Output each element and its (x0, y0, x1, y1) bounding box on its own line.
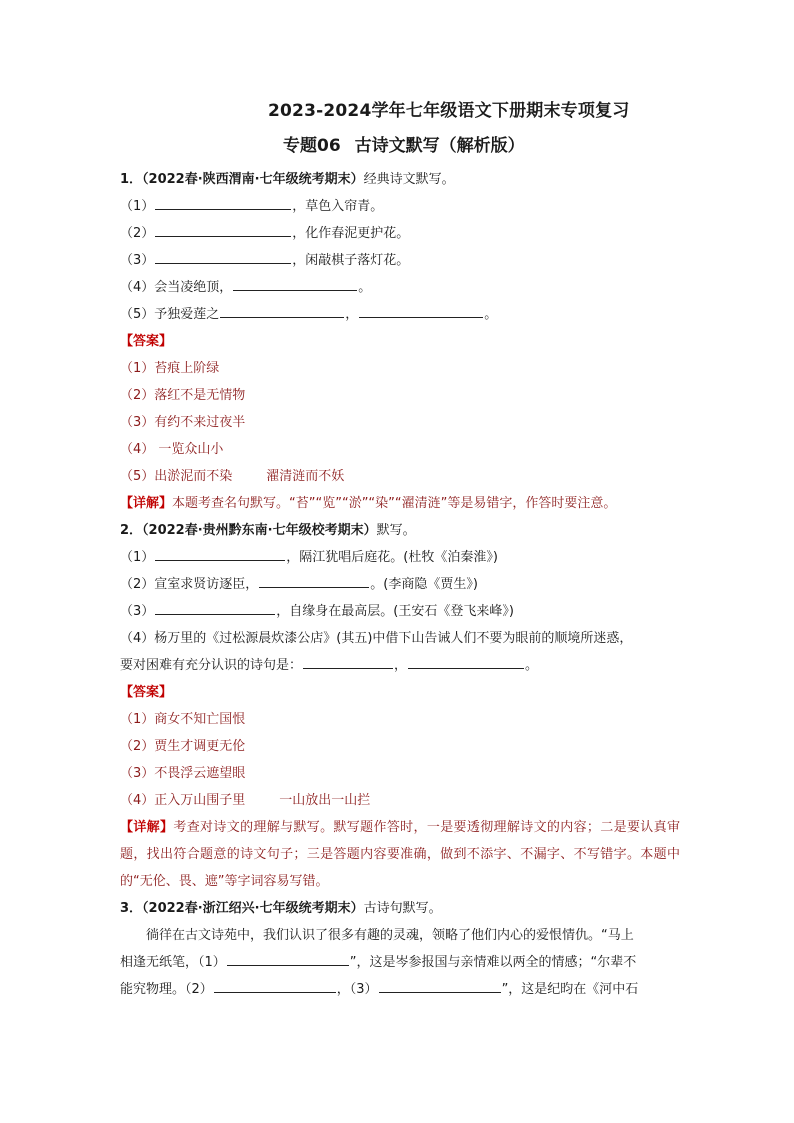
question-2-item-1: （1） ，隔江犹唱后庭花。(杜牧《泊秦淮》) (120, 544, 680, 571)
question-2-answer-label: 【答案】 (120, 685, 173, 700)
question-2-item-3: （3） ，自缘身在最高层。(王安石《登飞来峰》) (120, 598, 680, 625)
answer-blank[interactable] (408, 654, 524, 669)
answer-blank[interactable] (155, 249, 291, 264)
question-2-answer-2: （2）贾生才调更无伦 (120, 739, 246, 754)
question-2-detail: 【详解】考查对诗文的理解与默写。默写题作答时，一是要透彻理解诗文的内容；二是要认真审题，找出符合题意的诗文句子；三是答题内容要准确，做到不添字、不漏字、不写错字。本题中的“无伦、畏、遮”等字词容易写错。 (120, 820, 680, 889)
answer-blank[interactable] (155, 600, 275, 615)
subtitle-topic-name: 古诗文默写（解析版） (354, 136, 525, 156)
question-2-answer-4: （4）正入万山围子里 一山放出一山拦 (120, 793, 371, 808)
question-1-item-3: （3） ，闲敲棋子落灯花。 (120, 247, 680, 274)
question-1-item-2: （2） ，化作春泥更护花。 (120, 220, 680, 247)
answer-blank[interactable] (155, 546, 285, 561)
document-body (120, 166, 680, 1003)
question-1-answer-3: （3）有约不来过夜半 (120, 415, 246, 430)
question-1-heading: 1．（2022春·陕西渭南·七年级统考期末）经典诗文默写。 (120, 172, 455, 187)
question-3-source: （2022春·浙江绍兴·七年级统考期末） (142, 901, 364, 916)
question-1-answer-1: （1）苔痕上阶绿 (120, 361, 220, 376)
question-1-item-5: （5）予独爱莲之 ， 。 (120, 301, 680, 328)
question-1-answer-5: （5）出淤泥而不染 濯清涟而不妖 (120, 469, 345, 484)
answer-blank[interactable] (155, 195, 291, 210)
answer-blank[interactable] (379, 978, 501, 993)
question-2-item-2: （2）宣室求贤访逐臣， 。(李商隐《贾生》) (120, 571, 680, 598)
answer-blank[interactable] (359, 303, 483, 318)
question-2-item-4-line-2: 要对困难有充分认识的诗句是： ， 。 (120, 652, 680, 679)
document-title: 2023-2024学年七年级语文下册期末专项复习 (268, 101, 630, 121)
question-2-answer-1: （1）商女不知亡国恨 (120, 712, 246, 727)
answer-blank[interactable] (233, 276, 357, 291)
question-2-item-4-line-1: （4）杨万里的《过松源晨炊漆公店》(其五)中借下山告诫人们不要为眼前的顺境所迷惑， (120, 631, 633, 646)
answer-blank[interactable] (227, 951, 349, 966)
question-3-paragraph-line-1: 徜徉在古文诗苑中，我们认识了很多有趣的灵魂，领略了他们内心的爱恨情仇。“马上 (146, 928, 634, 943)
question-1-item-1: （1） ，草色入帘青。 (120, 193, 680, 220)
question-2-source: （2022春·贵州黔东南·七年级校考期末） (142, 523, 377, 538)
answer-blank[interactable] (259, 573, 369, 588)
answer-blank[interactable] (214, 978, 336, 993)
question-1-item-4: （4）会当凌绝顶， 。 (120, 274, 680, 301)
question-3-paragraph-line-2: 相逢无纸笔，（1） ”，这是岑参报国与亲情难以两全的情感；“尔辈不 (120, 949, 680, 976)
answer-blank[interactable] (220, 303, 344, 318)
question-1-detail: 【详解】本题考查名句默写。“苔”“览”“淤”“染”“濯清涟”等是易错字，作答时要注意。 (120, 496, 617, 511)
question-1-answer-label: 【答案】 (120, 334, 173, 349)
question-1-answer-2: （2）落红不是无情物 (120, 388, 246, 403)
question-1-answer-4: （4） 一览众山小 (120, 442, 224, 457)
question-2-answer-3: （3）不畏浮云遮望眼 (120, 766, 246, 781)
question-3-heading: 3．（2022春·浙江绍兴·七年级统考期末）古诗句默写。 (120, 901, 442, 916)
answer-blank[interactable] (303, 654, 393, 669)
document-subtitle (283, 131, 525, 156)
answer-blank[interactable] (155, 222, 291, 237)
subtitle-topic-number: 专题06 (283, 136, 341, 156)
question-3-paragraph-line-3: 能究物理。（2） ，（3） ”，这是纪昀在《河中石 (120, 976, 680, 1003)
question-1-source: （2022春·陕西渭南·七年级统考期末） (142, 172, 364, 187)
question-2-heading: 2．（2022春·贵州黔东南·七年级校考期末）默写。 (120, 523, 416, 538)
